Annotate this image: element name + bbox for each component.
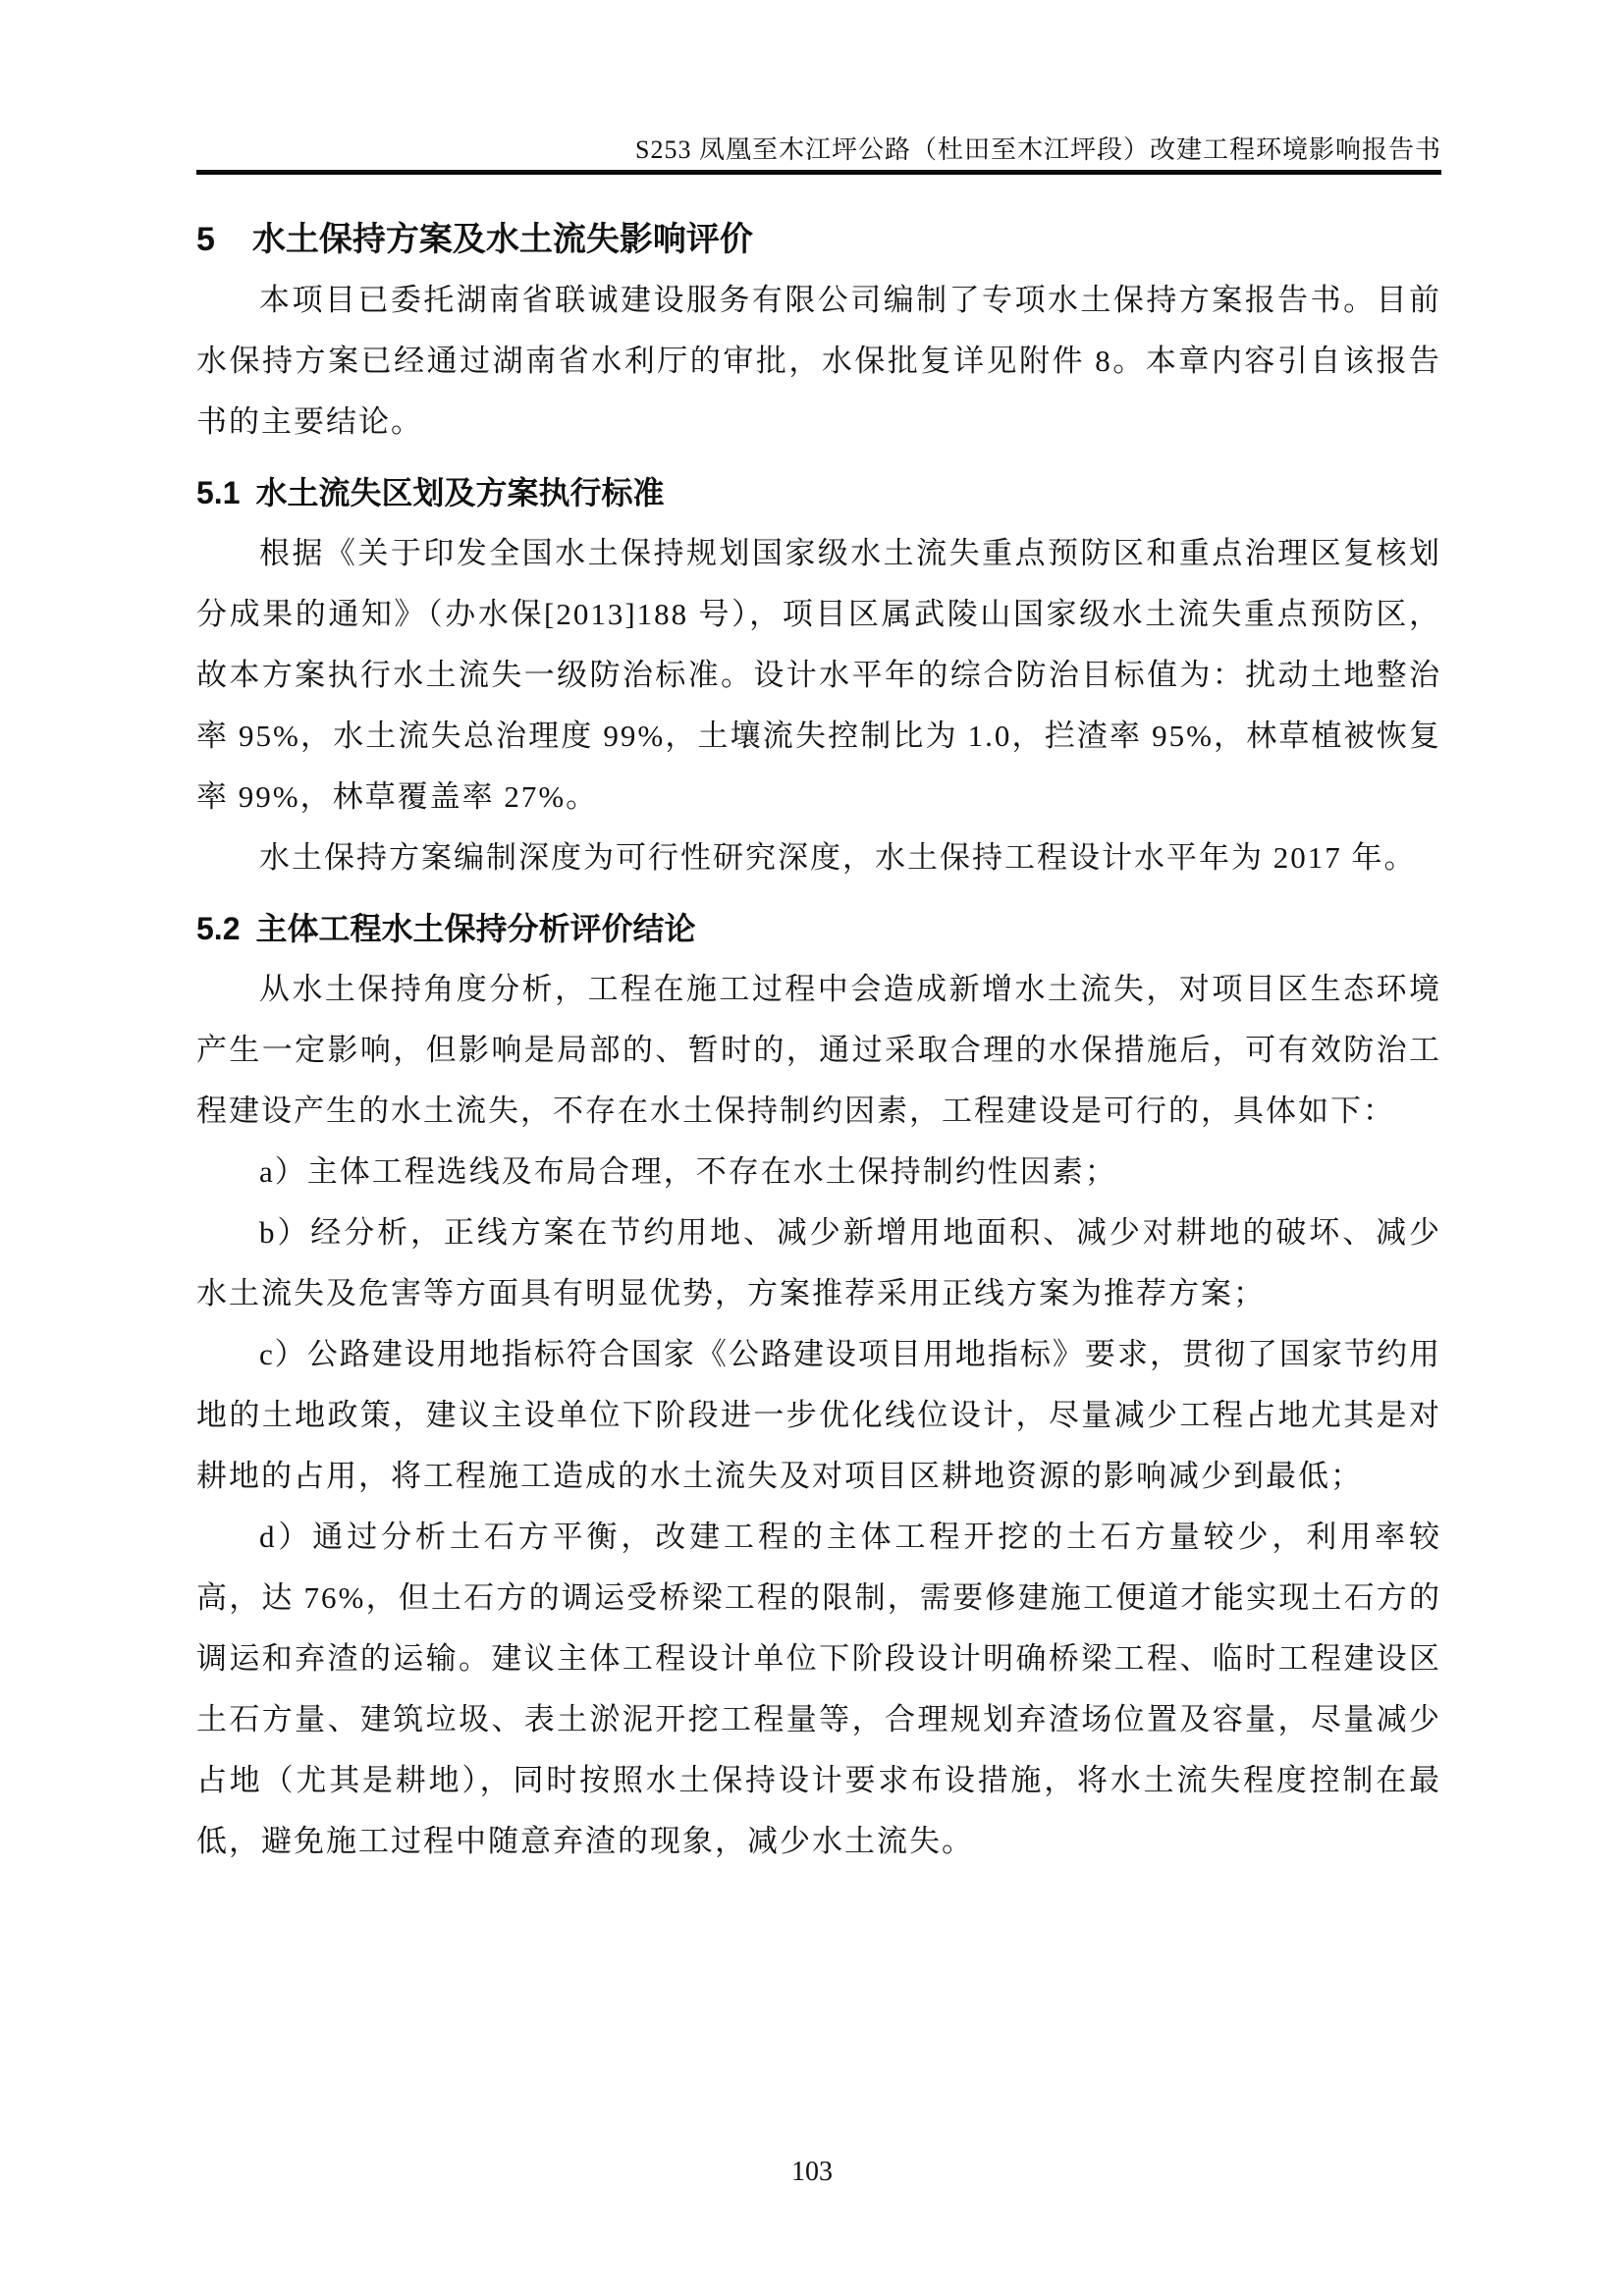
running-header: S253 凤凰至木江坪公路（杜田至木江坪段）改建工程环境影响报告书 [196,136,1441,175]
chapter-intro-paragraph: 本项目已委托湖南省联诚建设服务有限公司编制了专项水土保持方案报告书。目前水保持方案已经通过湖南省水利厅的审批，水保批复详见附件 8。本章内容引自该报告书的主要结论。 [196,283,1441,439]
page-number: 103 [791,2157,833,2187]
conclusion-item-b: b）经分析，正线方案在节约用地、减少新增用地面积、减少对耕地的破坏、减少水土流失及危害等方面具有明显优势，方案推荐采用正线方案为推荐方案； [196,1215,1441,1310]
page-content [196,209,1441,1872]
section-5-1-paragraph-2: 水土保持方案编制深度为可行性研究深度，水土保持工程设计水平年为 2017 年。 [259,840,1417,875]
section-5-1-title: 水土流失区划及方案执行标准 [255,475,665,510]
chapter-title: 水土保持方案及水土流失影响评价 [251,221,753,258]
section-5-1-paragraph-1: 根据《关于印发全国水土保持规划国家级水土流失重点预防区和重点治理区复核划分成果的通知》（办水保[2013]188 号），项目区属武陵山国家级水土流失重点预防区，故本方案执行水土流失一级防治标准。设计水平年的综合防治目标值为：扰动土地整治率 95%，水土流失总治理度 99%，土壤流失控制比为 1.0，拦渣率 95%，林草植被恢复率 99%，林草覆盖率 27%。 [196,536,1441,814]
conclusion-item-a: a）主体工程选线及布局合理，不存在水土保持制约性因素； [259,1154,1117,1189]
conclusion-item-c: c）公路建设用地指标符合国家《公路建设项目用地指标》要求，贯彻了国家节约用地的土地政策，建议主设单位下阶段进一步优化线位设计，尽量减少工程占地尤其是对耕地的占用，将工程施工造成的水土流失及对项目区耕地资源的影响减少到最低； [196,1337,1441,1493]
conclusion-item-d: d）通过分析土石方平衡，改建工程的主体工程开挖的土石方量较少，利用率较高，达 76%，但土石方的调运受桥梁工程的限制，需要修建施工便道才能实现土石方的调运和弃渣的运输。建议主体工程设计单位下阶段设计明确桥梁工程、临时工程建设区土石方量、建筑垃圾、表土淤泥开挖工程量等，合理规划弃渣场位置及容量，尽量减少占地（尤其是耕地），同时按照水土保持设计要求布设措施，将水土流失程度控制在最低，避免施工过程中随意弃渣的现象，减少水土流失。 [196,1520,1441,1858]
section-5-1-number: 5.1 [196,475,241,510]
section-5-1-heading [196,462,1441,523]
section-5-2-heading [196,898,1441,959]
section-5-2-title: 主体工程水土保持分析评价结论 [255,911,696,946]
chapter-number: 5 [196,221,215,258]
chapter-heading [196,209,1441,270]
section-5-2-number: 5.2 [196,911,241,946]
section-5-2-intro-paragraph: 从水土保持角度分析，工程在施工过程中会造成新增水土流失，对项目区生态环境产生一定影响，但影响是局部的、暂时的，通过采取合理的水保措施后，可有效防治工程建设产生的水土流失，不存在水土保持制约因素，工程建设是可行的，具体如下： [196,972,1441,1128]
